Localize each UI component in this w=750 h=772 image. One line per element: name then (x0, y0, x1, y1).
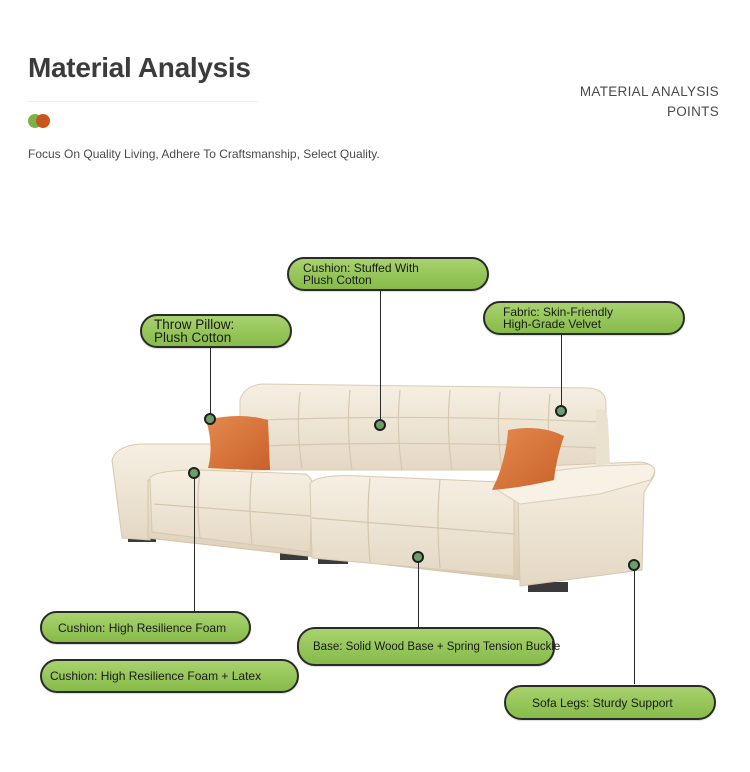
points-heading-line1: MATERIAL ANALYSIS (580, 82, 719, 102)
callout-cushion-resilience (40, 611, 251, 644)
marker-throw-pillow (204, 413, 216, 425)
callout-base-text: Base: Solid Wood Base + Spring Tension Buckle (313, 640, 561, 653)
callout-throw-pillow (140, 314, 292, 348)
callout-fabric-line1: Fabric: Skin-Friendly (503, 305, 614, 319)
marker-sofa-legs (628, 559, 640, 571)
callout-base (297, 627, 561, 666)
callout-throw-pillow-line2: Plush Cotton (154, 330, 232, 345)
callout-fabric (483, 301, 685, 335)
callout-sofa-legs (504, 685, 716, 720)
marker-base (412, 551, 424, 563)
callout-cushion-top (287, 257, 489, 291)
marker-cushion-resilience (188, 467, 200, 479)
callout-sofa-legs-text: Sofa Legs: Sturdy Support (532, 695, 673, 710)
callout-fabric-line2: High-Grade Velvet (503, 317, 602, 331)
callout-cushion-latex-text: Cushion: High Resilience Foam + Latex (50, 669, 262, 683)
callout-cushion-resilience-text: Cushion: High Resilience Foam (58, 620, 227, 635)
connector-sofa-legs (634, 566, 635, 684)
tagline: Focus On Quality Living, Adhere To Craftsmanship, Select Quality. (28, 147, 380, 161)
callout-throw-pillow-line1: Throw Pillow: (154, 317, 235, 332)
connector-cushion-top (380, 290, 381, 424)
points-heading-line2: POINTS (666, 104, 719, 119)
connector-fabric (561, 334, 562, 412)
callout-cushion-top-line2: Plush Cotton (303, 273, 372, 287)
connector-throw-pillow (210, 348, 211, 418)
marker-fabric (555, 405, 567, 417)
marker-cushion-top (374, 419, 386, 431)
connector-cushion-resilience (194, 474, 195, 614)
connector-base (418, 558, 419, 628)
page-title: Material Analysis (28, 52, 251, 83)
callout-cushion-top-line1: Cushion: Stuffed With (303, 261, 419, 275)
callout-cushion-latex (40, 659, 299, 693)
